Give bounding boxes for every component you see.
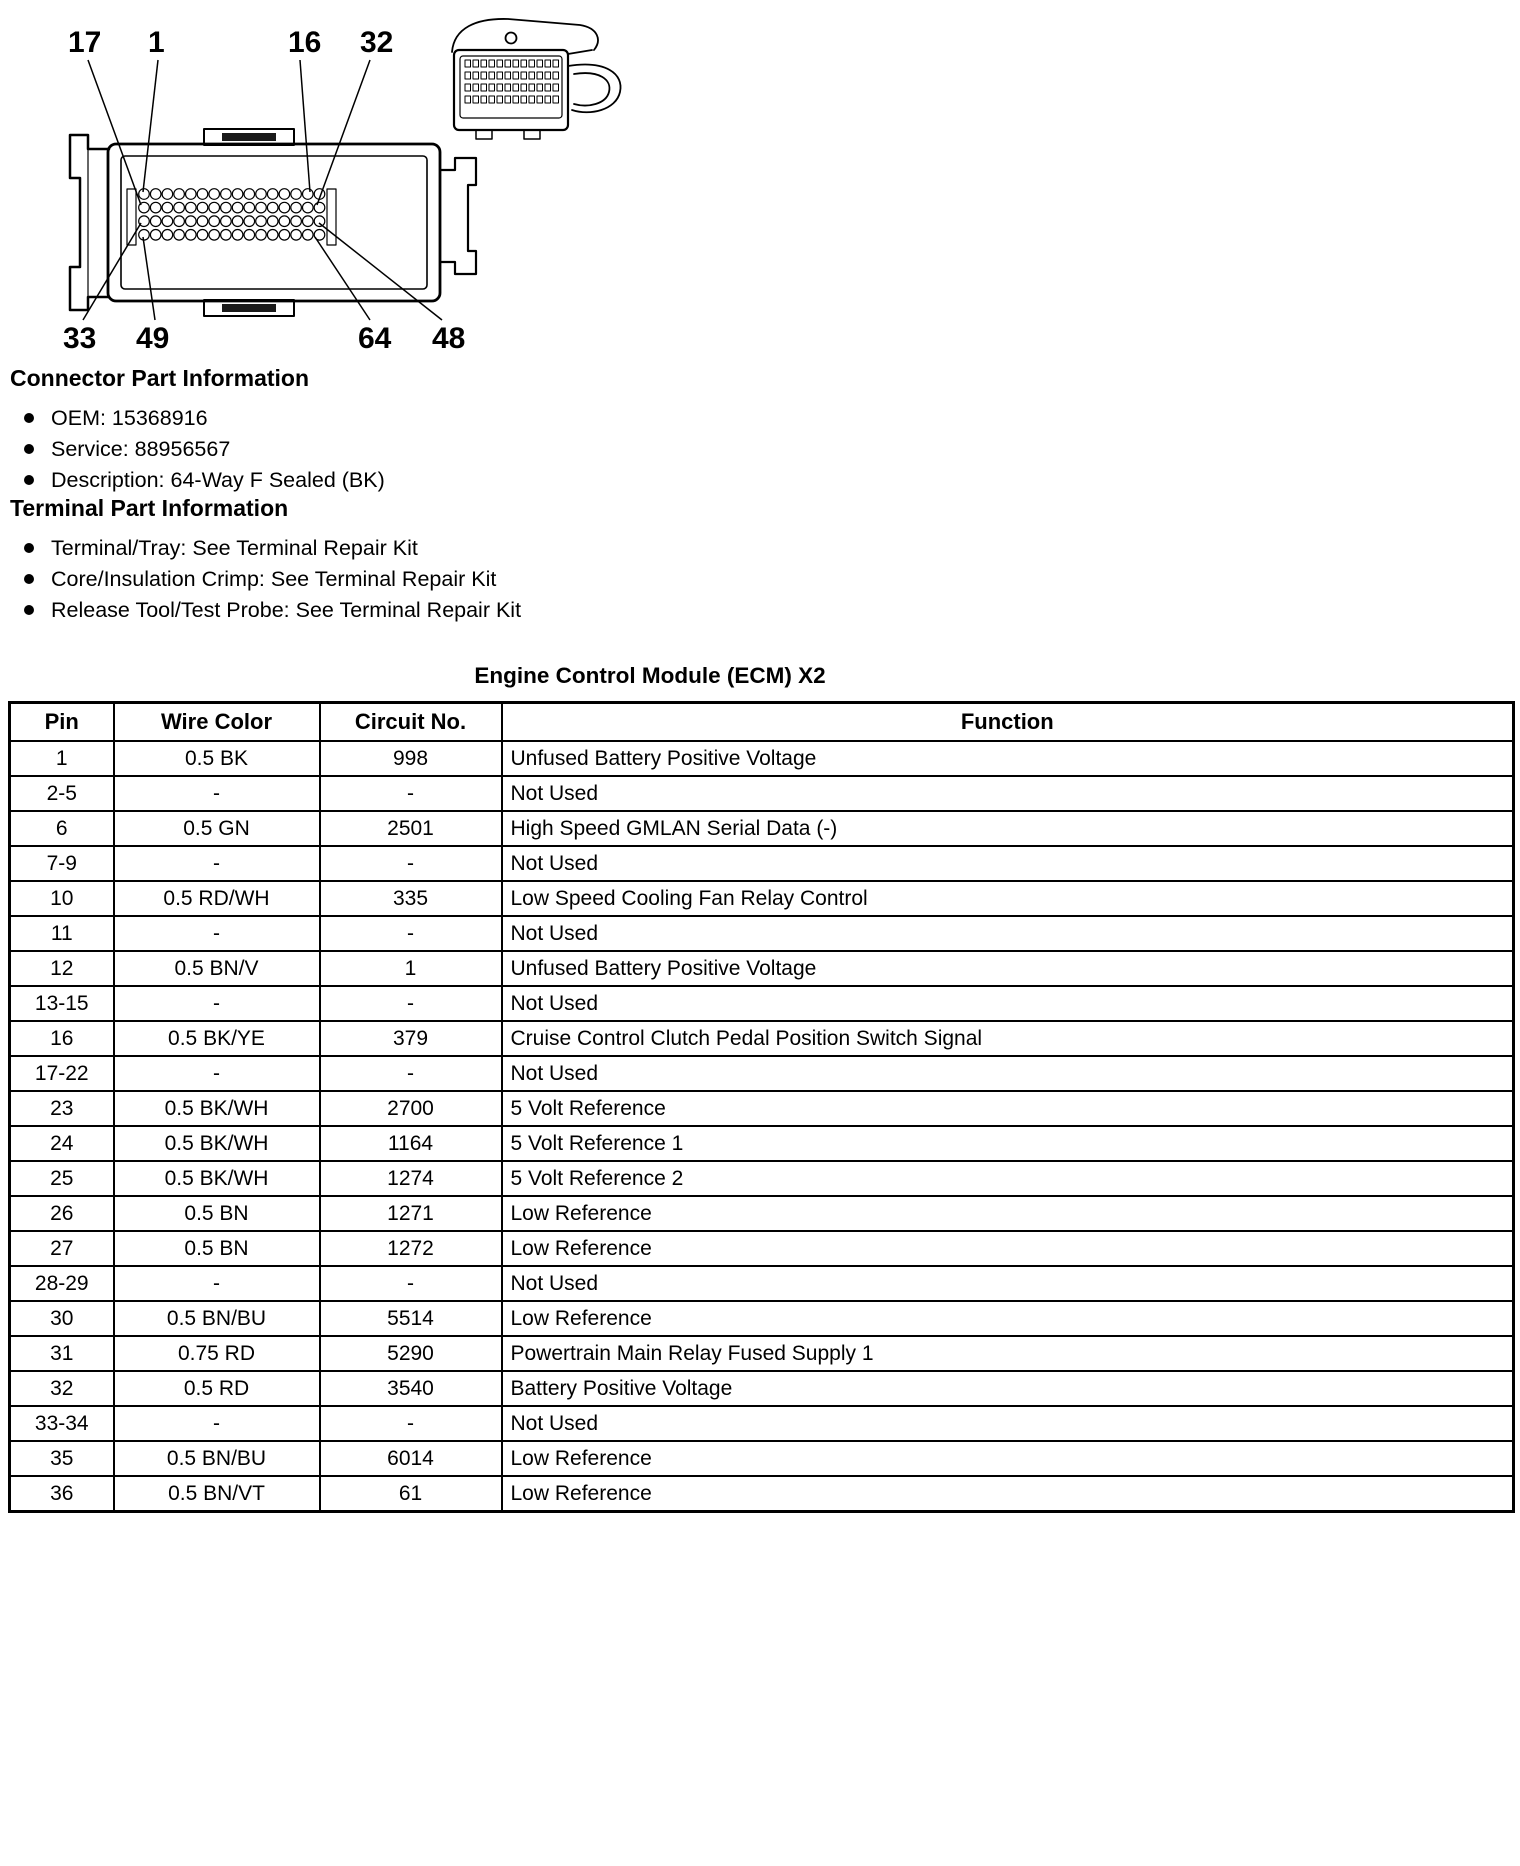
table-row <box>10 846 1514 881</box>
pin-cell: 1 <box>10 741 114 776</box>
table-row <box>10 1266 1514 1301</box>
list-item-service <box>0 433 1520 464</box>
table-row <box>10 776 1514 811</box>
table-row <box>10 1441 1514 1476</box>
pin-cell: 23 <box>10 1091 114 1126</box>
list-item-description <box>0 464 1520 495</box>
function-cell: Not Used <box>502 1266 1514 1301</box>
table-row <box>10 1301 1514 1336</box>
wire-color-cell: 0.5 BK <box>114 741 320 776</box>
pin-label-49: 49 <box>136 322 170 355</box>
perspective-pin-grid <box>465 60 559 103</box>
pin-cell: 24 <box>10 1126 114 1161</box>
circuit-cell: 1164 <box>320 1126 502 1161</box>
pin-cell: 33-34 <box>10 1406 114 1441</box>
list-item-text: Service: 88956567 <box>51 436 231 461</box>
list-item-text: Terminal/Tray: See Terminal Repair Kit <box>51 535 418 560</box>
bullet-icon <box>24 574 34 584</box>
wire-color-cell: 0.5 BN <box>114 1196 320 1231</box>
table-title: Engine Control Module (ECM) X2 <box>474 663 826 688</box>
bullet-icon <box>24 605 34 615</box>
function-cell: Low Reference <box>502 1231 1514 1266</box>
table-row <box>10 951 1514 986</box>
pin-cell: 36 <box>10 1476 114 1512</box>
function-cell: Not Used <box>502 986 1514 1021</box>
pin-cell: 10 <box>10 881 114 916</box>
column-header-wire: Wire Color <box>114 703 320 742</box>
table-row <box>10 881 1514 916</box>
table-row <box>10 1196 1514 1231</box>
function-cell: Unfused Battery Positive Voltage <box>502 951 1514 986</box>
circuit-cell: 998 <box>320 741 502 776</box>
wire-color-cell: - <box>114 1056 320 1091</box>
list-item-core-crimp <box>0 563 1520 594</box>
circuit-cell: 1271 <box>320 1196 502 1231</box>
connector-info-heading: Connector Part Information <box>10 365 310 391</box>
list-item-release-tool <box>0 594 1520 625</box>
table-row <box>10 1371 1514 1406</box>
pin-label-64: 64 <box>358 322 392 355</box>
wire-color-cell: 0.75 RD <box>114 1336 320 1371</box>
function-cell: Low Reference <box>502 1476 1514 1512</box>
wire-color-cell: 0.5 BN <box>114 1231 320 1266</box>
pin-cell: 2-5 <box>10 776 114 811</box>
circuit-cell: 3540 <box>320 1371 502 1406</box>
wire-color-cell: 0.5 BK/YE <box>114 1021 320 1056</box>
bullet-icon <box>24 543 34 553</box>
pin-cell: 26 <box>10 1196 114 1231</box>
function-cell: Low Reference <box>502 1301 1514 1336</box>
pinout-table-header <box>10 703 1514 742</box>
terminal-info-list <box>0 532 1520 625</box>
circuit-cell: 2700 <box>320 1091 502 1126</box>
wire-color-cell: - <box>114 1266 320 1301</box>
wire-color-cell: 0.5 BN/BU <box>114 1301 320 1336</box>
wire-color-cell: - <box>114 776 320 811</box>
circuit-cell: 5290 <box>320 1336 502 1371</box>
pin-label-48: 48 <box>432 322 466 355</box>
pin-label-1: 1 <box>148 26 165 59</box>
pin-cell: 31 <box>10 1336 114 1371</box>
table-row <box>10 1021 1514 1056</box>
table-row <box>10 1406 1514 1441</box>
wire-color-cell: 0.5 BN/V <box>114 951 320 986</box>
circuit-cell: 1272 <box>320 1231 502 1266</box>
bullet-icon <box>24 413 34 423</box>
column-header-pin: Pin <box>10 703 114 742</box>
pin-label-16: 16 <box>288 26 322 59</box>
pin-cell: 12 <box>10 951 114 986</box>
function-cell: Cruise Control Clutch Pedal Position Switch Signal <box>502 1021 1514 1056</box>
wire-color-cell: 0.5 RD/WH <box>114 881 320 916</box>
pin-field <box>139 189 325 240</box>
function-cell: Not Used <box>502 1406 1514 1441</box>
function-cell: Not Used <box>502 776 1514 811</box>
circuit-cell: 335 <box>320 881 502 916</box>
function-cell: Unfused Battery Positive Voltage <box>502 741 1514 776</box>
column-header-circuit: Circuit No. <box>320 703 502 742</box>
table-row <box>10 741 1514 776</box>
circuit-cell: 6014 <box>320 1441 502 1476</box>
circuit-cell: - <box>320 776 502 811</box>
circuit-cell: 379 <box>320 1021 502 1056</box>
circuit-cell: 2501 <box>320 811 502 846</box>
pin-label-33: 33 <box>63 322 97 355</box>
list-item-terminal-tray <box>0 532 1520 563</box>
wire-color-cell: 0.5 BN/VT <box>114 1476 320 1512</box>
list-item-text: Release Tool/Test Probe: See Terminal Repair Kit <box>51 597 522 622</box>
terminal-info-heading: Terminal Part Information <box>10 495 289 521</box>
list-item-text: Core/Insulation Crimp: See Terminal Repair Kit <box>51 566 497 591</box>
circuit-cell: - <box>320 1266 502 1301</box>
pin-label-32: 32 <box>360 26 394 59</box>
function-cell: 5 Volt Reference 2 <box>502 1161 1514 1196</box>
circuit-cell: 5514 <box>320 1301 502 1336</box>
circuit-cell: - <box>320 1056 502 1091</box>
wire-color-cell: 0.5 GN <box>114 811 320 846</box>
circuit-cell: - <box>320 916 502 951</box>
pin-cell: 16 <box>10 1021 114 1056</box>
wire-color-cell: 0.5 RD <box>114 1371 320 1406</box>
function-cell: Low Reference <box>502 1441 1514 1476</box>
column-header-function: Function <box>502 703 1514 742</box>
table-row <box>10 1336 1514 1371</box>
pin-cell: 27 <box>10 1231 114 1266</box>
pin-cell: 30 <box>10 1301 114 1336</box>
connector-diagram <box>8 8 1520 365</box>
table-row <box>10 1056 1514 1091</box>
pinout-table <box>8 701 1515 1513</box>
function-cell: Battery Positive Voltage <box>502 1371 1514 1406</box>
circuit-cell: - <box>320 1406 502 1441</box>
function-cell: Not Used <box>502 846 1514 881</box>
header-row <box>10 703 1514 742</box>
table-row <box>10 1476 1514 1512</box>
pin-cell: 13-15 <box>10 986 114 1021</box>
table-row <box>10 811 1514 846</box>
connector-perspective-view <box>452 19 621 139</box>
function-cell: Powertrain Main Relay Fused Supply 1 <box>502 1336 1514 1371</box>
circuit-cell: - <box>320 846 502 881</box>
function-cell: 5 Volt Reference 1 <box>502 1126 1514 1161</box>
function-cell: Not Used <box>502 916 1514 951</box>
bullet-icon <box>24 444 34 454</box>
pinout-table-body <box>10 741 1514 1512</box>
circuit-cell: 1 <box>320 951 502 986</box>
pin-cell: 32 <box>10 1371 114 1406</box>
table-row <box>10 1161 1514 1196</box>
pin-cell: 17-22 <box>10 1056 114 1091</box>
wire-color-cell: 0.5 BK/WH <box>114 1161 320 1196</box>
wire-color-cell: - <box>114 916 320 951</box>
circuit-cell: - <box>320 986 502 1021</box>
table-row <box>10 986 1514 1021</box>
connector-info-list <box>0 402 1520 495</box>
connector-diagram-svg <box>8 8 688 360</box>
circuit-cell: 61 <box>320 1476 502 1512</box>
document-page <box>0 8 1520 1866</box>
pin-cell: 35 <box>10 1441 114 1476</box>
wire-color-cell: 0.5 BK/WH <box>114 1091 320 1126</box>
circuit-cell: 1274 <box>320 1161 502 1196</box>
wire-color-cell: - <box>114 846 320 881</box>
function-cell: Low Reference <box>502 1196 1514 1231</box>
pin-cell: 6 <box>10 811 114 846</box>
list-item-text: Description: 64-Way F Sealed (BK) <box>51 467 385 492</box>
table-row <box>10 916 1514 951</box>
wire-color-cell: - <box>114 1406 320 1441</box>
function-cell: High Speed GMLAN Serial Data (-) <box>502 811 1514 846</box>
pin-cell: 7-9 <box>10 846 114 881</box>
table-row <box>10 1231 1514 1266</box>
pin-cell: 28-29 <box>10 1266 114 1301</box>
wire-color-cell: 0.5 BK/WH <box>114 1126 320 1161</box>
pin-cell: 25 <box>10 1161 114 1196</box>
pin-cell: 11 <box>10 916 114 951</box>
table-row <box>10 1126 1514 1161</box>
bullet-icon <box>24 475 34 485</box>
wire-color-cell: - <box>114 986 320 1021</box>
function-cell: 5 Volt Reference <box>502 1091 1514 1126</box>
wire-color-cell: 0.5 BN/BU <box>114 1441 320 1476</box>
list-item-text: OEM: 15368916 <box>51 405 208 430</box>
list-item-oem <box>0 402 1520 433</box>
pin-label-17: 17 <box>68 26 102 59</box>
function-cell: Low Speed Cooling Fan Relay Control <box>502 881 1514 916</box>
function-cell: Not Used <box>502 1056 1514 1091</box>
table-row <box>10 1091 1514 1126</box>
connector-front-view <box>70 129 476 316</box>
